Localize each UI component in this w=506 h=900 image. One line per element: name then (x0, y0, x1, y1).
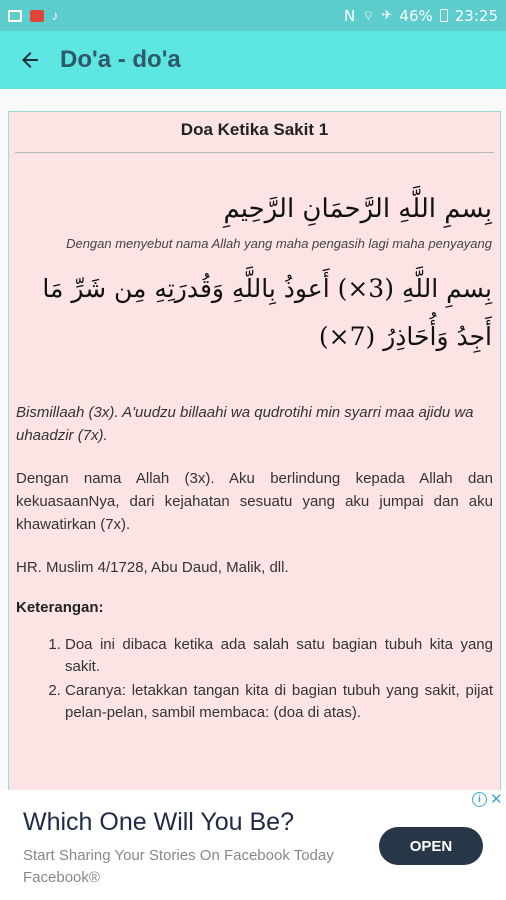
notes-heading: Keterangan: (16, 599, 104, 616)
status-bar (0, 0, 506, 31)
nfc-icon: N (344, 6, 356, 25)
close-icon[interactable]: ✕ (490, 791, 503, 808)
app-bar (0, 31, 506, 89)
arrow-back-icon (18, 48, 42, 72)
notes-list (9, 634, 500, 724)
gallery-icon (8, 10, 22, 22)
doa-source: HR. Muslim 4/1728, Abu Daud, Malik, dll. (16, 559, 289, 576)
latin-transliteration: Bismillaah (3x). A'uudzu billaahi wa qudrotihi min syarri maa ajidu wa uhaadzir (7x). (16, 404, 474, 444)
arabic-basmalah: بِسمِ اللَّهِ الرَّحمَانِ الرَّحِيمِ (223, 194, 492, 224)
battery-percent: 46% (399, 6, 433, 25)
page-title: Do'a - do'a (60, 46, 181, 73)
ad-subtitle: Start Sharing Your Stories On Facebook Today Facebook® (23, 847, 334, 886)
music-note-icon: ♪ (52, 8, 59, 23)
doa-title: Doa Ketika Sakit 1 (180, 120, 329, 139)
battery-icon (440, 9, 448, 22)
ad-headline[interactable]: Which One Will You Be? (23, 808, 294, 836)
list-item: 1. Doa ini dibaca ketika ada salah satu bagian tubuh kita yang sakit. (65, 634, 493, 678)
list-item: 2. Caranya: letakkan tangan kita di bagian tubuh yang sakit, pijat pelan-pelan, sambil membaca: (doa di atas). (65, 680, 493, 724)
doa-meaning: Dengan nama Allah (3x). Aku berlindung kepada Allah dan kekuasaanNya, dari kejahatan sesuatu yang aku jumpai dan aku khawatirkan (7x). (16, 470, 493, 533)
wifi-icon: ⌔ (362, 8, 375, 24)
ad-info-icon[interactable]: i (472, 792, 487, 807)
news-icon (30, 10, 44, 22)
ad-banner[interactable] (0, 790, 506, 900)
airplane-icon: ✈ (381, 8, 393, 23)
basmalah-translation: Dengan menyebut nama Allah yang maha pengasih lagi maha penyayang (66, 236, 492, 251)
doa-card (8, 111, 501, 801)
back-button[interactable] (0, 31, 60, 89)
ad-open-button[interactable]: OPEN (379, 827, 483, 865)
divider (15, 152, 494, 153)
clock: 23:25 (454, 6, 498, 25)
arabic-doa: بِسمِ اللَّهِ (3×) أَعوذُ بِاللَّهِ وَقُدرَتِهِ مِن شَرِّ مَا أَجِدُ وَأُحَاذِرُ (7×) (42, 274, 492, 351)
